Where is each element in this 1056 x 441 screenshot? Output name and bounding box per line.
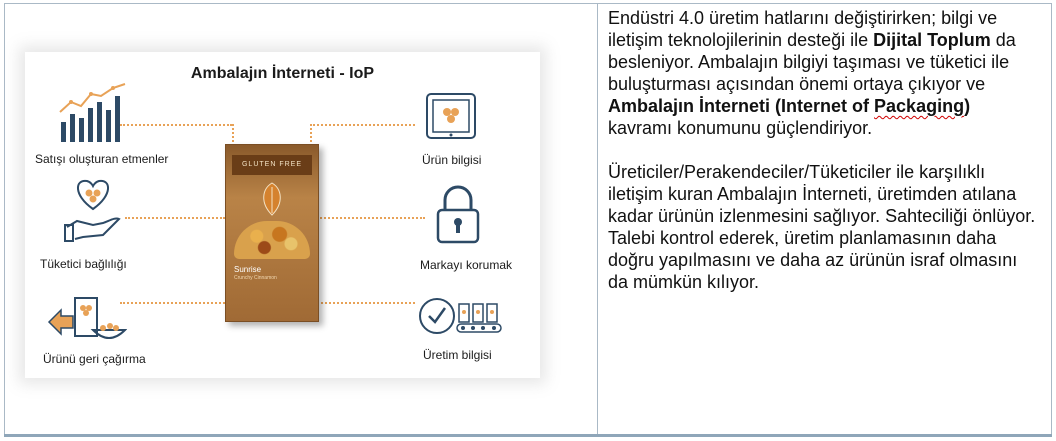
connector-product-info	[310, 124, 415, 126]
heart-in-hand-icon	[63, 177, 123, 245]
label-loyalty: Tüketici bağlılığı	[40, 257, 127, 271]
connector-sales	[120, 124, 232, 126]
product-band: GLUTEN FREE	[232, 155, 312, 175]
paragraph-1: Endüstri 4.0 üretim hatlarını değiştirirken; bilgi ve iletişim teknolojilerinin desteği ile Dijital Toplum da besleniyor. Ambalajın bilgiyi taşıması ve tüketici ile buluşturması açısından önemi ortaya çıkıyor ve Ambalajın İnterneti (Internet of Packaging) kavramı konumunu güçlendiriyor.	[608, 8, 1016, 138]
connector-loyalty	[125, 217, 225, 219]
column-divider	[597, 3, 598, 436]
connector-recall	[120, 302, 232, 304]
tablet-info-icon	[423, 90, 479, 146]
description-text	[608, 7, 1038, 293]
product-subtitle: Crunchy Cinnamon	[234, 275, 277, 281]
return-arrow-box-icon	[47, 294, 127, 350]
infographic-title: Ambalajın İnterneti - IoP	[190, 65, 375, 82]
bar-chart-growth-icon	[57, 82, 133, 144]
cereal-box-image	[225, 144, 319, 322]
bottom-rule	[4, 434, 1052, 437]
label-product-info: Ürün bilgisi	[422, 153, 482, 167]
connector-product-info-v	[310, 124, 312, 146]
cereal-bowl-image	[234, 221, 310, 259]
iop-infographic	[25, 52, 540, 378]
leaf-logo-icon	[252, 179, 292, 219]
padlock-icon	[433, 182, 483, 246]
clock-conveyor-icon	[417, 292, 503, 342]
product-name: Sunrise	[234, 265, 262, 274]
label-production-info: Üretim bilgisi	[423, 348, 492, 362]
connector-production	[310, 302, 415, 304]
label-sales: Satışı oluşturan etmenler	[35, 152, 169, 166]
spellcheck-word: Packaging	[874, 96, 965, 116]
connector-brand	[317, 217, 425, 219]
paragraph-2: Üreticiler/Perakendeciler/Tüketiciler ile karşılıklı iletişim kuran Ambalajın İnterneti, üretimden atılana kadar ürünün izlenmesini sağlıyor. Sahteciliği önlüyor. Talebi kontrol ederek, üretim planlamasının daha doğru yapılmasını ve daha az ürünün israf olmasını da mümkün kılıyor.	[608, 162, 1036, 292]
connector-sales-v	[232, 124, 234, 146]
label-recall: Ürünü geri çağırma	[43, 352, 146, 366]
label-brand-protection: Markayı korumak	[420, 258, 513, 272]
